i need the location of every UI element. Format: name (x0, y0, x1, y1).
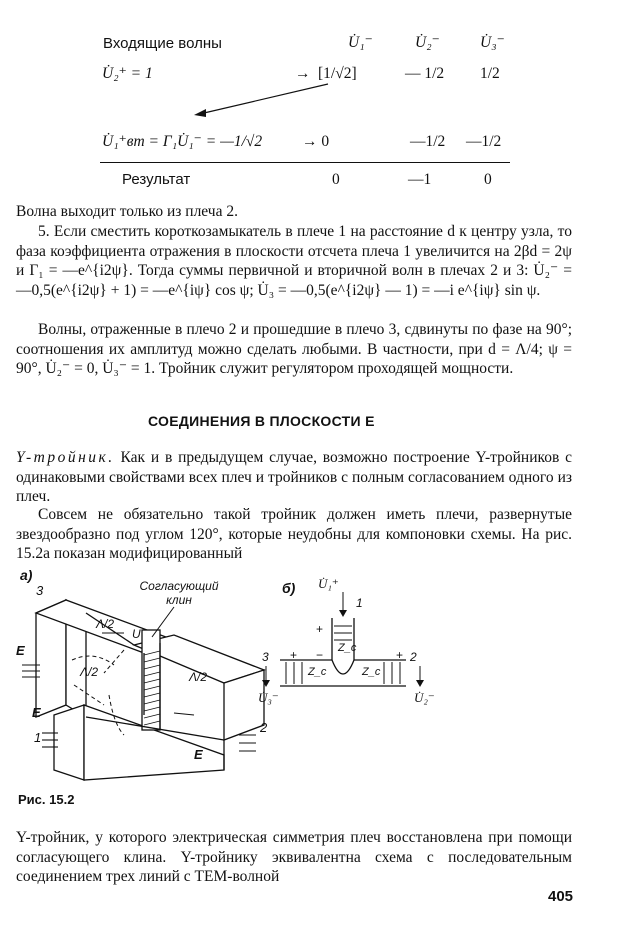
figure-b-zc-right: Z_c (362, 666, 381, 678)
row1-c1: [1/√2] (318, 65, 357, 82)
figure-a-half-wave-1: Λ/2 (96, 617, 115, 631)
figure-b-plus-stub: + (316, 622, 324, 636)
term-y-junction: Y-тройник. (16, 449, 115, 466)
figure-b-plus-right: + (396, 648, 404, 662)
figure-a-half-wave-3: Λ/2 (189, 670, 208, 684)
figure-b-minus-stub: − (316, 648, 324, 662)
figure-b (250, 570, 440, 710)
row1-label: U̇₂⁺ = 1 (102, 65, 153, 82)
figure-a-arm2: 2 (260, 720, 268, 735)
paragraph-y-junction-wedge (16, 828, 572, 887)
figure-b-u1: U̇₁⁺ (318, 576, 339, 591)
figure-b-plus-left: + (290, 648, 298, 662)
figure-a-half-wave-2: Λ/2 (80, 665, 99, 679)
paragraph-y-junction (16, 448, 572, 507)
paragraph-item-5 (16, 222, 572, 300)
paragraph-text: Как и в предыдущем случае, возможно построение Y-тройников с одинаковыми свойствами всех плеч и тройников с полным согласованием одного из плеч. (16, 449, 573, 505)
paragraph-not-necessary (16, 505, 572, 564)
figure-a-e2: E (32, 705, 41, 720)
result-c3: 0 (484, 171, 492, 188)
figure-a-u: U (132, 627, 141, 641)
paragraph-text: Волны, отраженные в плечо 2 и прошедшие в плечо 3, сдвинуты по фазе на 90°; соотношения их амплитуд можно сделать любыми. В частности, при d = Λ/4; ψ = 90°, U̇₂⁻ = 0, U̇₃⁻ = 1. Тройник служит регулятором проходящей мощности. (16, 321, 572, 377)
wedge-label: Согласующий клин (139, 579, 219, 607)
figure-a-tag: а) (20, 567, 33, 583)
row1-arrow: → (295, 65, 311, 82)
row2-label: U̇₁⁺вт = Γ₁U̇₁⁻ = —1/√2 (102, 133, 263, 150)
page-number: 405 (548, 888, 574, 905)
figure-b-arm3: 3 (262, 650, 269, 664)
row2-c3: —1/2 (466, 133, 502, 150)
result-c2: —1 (408, 171, 432, 188)
paragraph-text: 5. Если сместить короткозамыкатель в плече 1 на расстояние d к центру узла, то фаза коэффициента отражения в плоскости отсчета плеча 1 увеличится на 2βd = 2ψ и Γ₁ = —e^{i2ψ}. Тогда суммы первичной и вторичной волн в плечах 2 и 3: U̇₂⁻ = —0,5(e^{i2ψ} + 1) = —e^{iψ} cos ψ; U̇₃ = —0,5(e^{i2ψ} — 1) = —i e^{iψ} sin ψ. (16, 223, 572, 299)
section-heading: СОЕДИНЕНИЯ В ПЛОСКОСТИ E (148, 413, 375, 429)
figure-b-u2: U̇₂⁻ (414, 690, 435, 705)
row2-arrow: → 0 (302, 133, 330, 150)
figure-a (14, 565, 284, 785)
figure-b-tag: б) (282, 580, 296, 596)
figure-a-e1: E (16, 643, 25, 658)
table-rule (100, 162, 510, 163)
figure-a-e3: E (194, 747, 203, 762)
figure-caption: Рис. 15.2 (18, 792, 75, 807)
result-label: Результат (122, 171, 191, 188)
paragraph-text: Волна выходит только из плеча 2. (16, 203, 238, 220)
figure-b-arm1: 1 (356, 596, 363, 610)
figure-b-u3: U̇₃⁻ (258, 690, 279, 705)
feedback-arrow (190, 80, 330, 120)
row2-c2: —1/2 (410, 133, 446, 150)
result-c1: 0 (332, 171, 340, 188)
table-header-u1: U̇₁⁻ (348, 34, 373, 51)
figure-b-zc-stub: Z_c (338, 642, 357, 654)
row1-c3: 1/2 (480, 65, 500, 82)
figure-b-zc-left: Z_c (308, 666, 327, 678)
table-header-u3: U̇₃⁻ (480, 34, 505, 51)
figure-a-arm3: 3 (36, 583, 44, 598)
table-header-u2: U̇₂⁻ (415, 34, 440, 51)
figure-a-arm1: 1 (34, 730, 42, 745)
paragraph-text: Совсем не обязательно такой тройник должен иметь плечи, развернутые звездообразно под углом 120°, которые неудобны для компоновки схемы. На рис. 15.2а показан модифицированный (16, 506, 572, 562)
paragraph-wave-exits (16, 202, 572, 222)
table-header-label: Входящие волны (103, 35, 222, 52)
row1-c2: — 1/2 (405, 65, 445, 82)
paragraph-waves-reflected (16, 320, 572, 379)
paragraph-text: Y-тройник, у которого электрическая симметрия плеч восстановлена при помощи согласующего клина. Y-тройнику эквивалентна схема с последовательным соединением трех линий с TEM-волной (16, 829, 572, 885)
figure-b-arm2: 2 (410, 650, 417, 664)
